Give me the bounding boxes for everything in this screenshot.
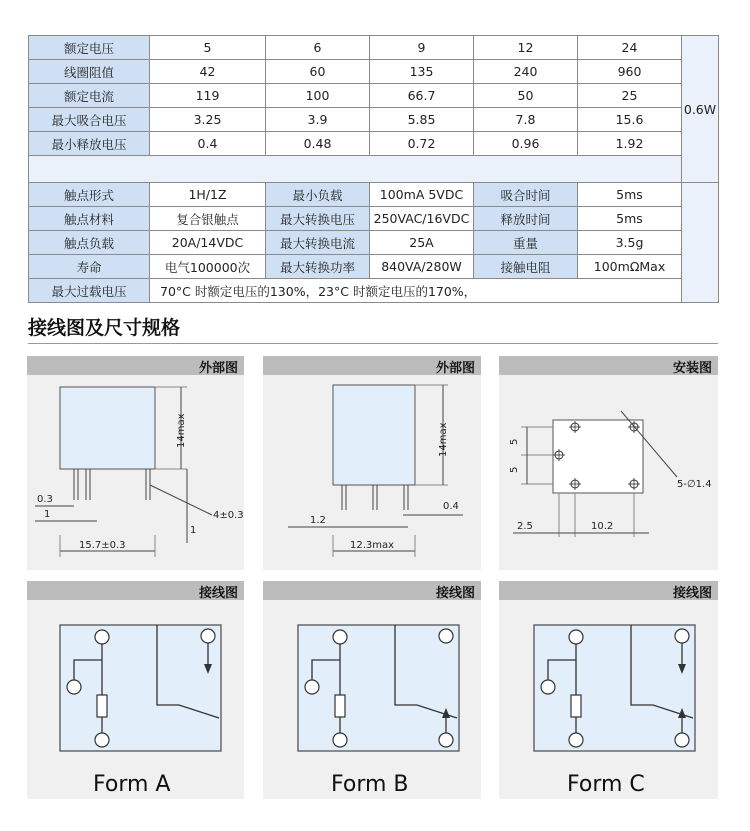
cell: 0.48 (266, 132, 370, 156)
row-label: 释放时间 (474, 207, 578, 231)
dim-pin-gap: 1 (44, 509, 51, 520)
cell: 50 (474, 84, 578, 108)
section-divider (28, 343, 718, 344)
cell: 1.92 (578, 132, 682, 156)
row-label: 线圈阻值 (29, 60, 150, 84)
wiring-panel-b (263, 581, 481, 799)
panel-title: 接线图 (435, 586, 475, 601)
table-row (29, 183, 719, 207)
cell: 电气100000次 (150, 255, 266, 279)
cell: 135 (370, 60, 474, 84)
outline-panel-front (27, 356, 244, 570)
cell: 119 (150, 84, 266, 108)
row-label: 最小释放电压 (29, 132, 150, 156)
outline-panel-side (263, 356, 481, 570)
outline-drawing-front (27, 375, 244, 570)
side-cell (682, 183, 719, 303)
dim-offset: 1 (190, 525, 197, 536)
table-row (29, 207, 719, 231)
row-label: 额定电流 (29, 84, 150, 108)
cell: 3.5g (578, 231, 682, 255)
form-label: Form C (567, 772, 645, 797)
panel-title: 外部图 (198, 361, 238, 376)
table-row (29, 132, 719, 156)
dim-pin-length: 4±0.3 (213, 510, 244, 521)
cell: 3.25 (150, 108, 266, 132)
dim-height: 14max (438, 422, 449, 457)
panel-title: 外部图 (435, 361, 475, 376)
dim-thickness: 0.4 (443, 501, 459, 512)
mounting-drawing (499, 375, 718, 570)
cell: 100mΩMax (578, 255, 682, 279)
mounting-panel (499, 356, 718, 570)
overload-note: 70°C 时额定电压的130%，23°C 时额定电压的170%， (150, 279, 682, 303)
dim-length: 15.7±0.3 (79, 540, 126, 551)
cell: 3.9 (266, 108, 370, 132)
cell: 15.6 (578, 108, 682, 132)
row-label: 最大转换电压 (266, 207, 370, 231)
cell: 25A (370, 231, 474, 255)
cell: 100mA 5VDC (370, 183, 474, 207)
cell: 840VA/280W (370, 255, 474, 279)
cell: 5.85 (370, 108, 474, 132)
dim-pin-width: 0.3 (37, 494, 53, 505)
row-label: 触点负载 (29, 231, 150, 255)
wiring-diagram-b (263, 600, 481, 799)
dim-pitch-a: 5 (509, 438, 520, 445)
cell: 960 (578, 60, 682, 84)
row-label: 最大转换电流 (266, 231, 370, 255)
row-label: 最大过载电压 (29, 279, 150, 303)
cell: 12 (474, 36, 578, 60)
cell: 24 (578, 36, 682, 60)
cell: 5 (150, 36, 266, 60)
table-row (29, 108, 719, 132)
wiring-panel-c (499, 581, 718, 799)
section-title: 接线图及尺寸规格 (28, 317, 181, 339)
wiring-diagram-c (499, 600, 718, 799)
form-label: Form B (331, 772, 409, 797)
row-label: 额定电压 (29, 36, 150, 60)
panel-title: 接线图 (198, 586, 238, 601)
cell: 100 (266, 84, 370, 108)
dim-pin: 1.2 (310, 515, 326, 526)
dim-pitch-b: 5 (509, 466, 520, 473)
spec-table (28, 35, 719, 303)
dim-height: 14max (176, 413, 187, 448)
cell: 42 (150, 60, 266, 84)
wiring-diagram-a (27, 600, 244, 799)
cell: 60 (266, 60, 370, 84)
form-label: Form A (93, 772, 171, 797)
row-label: 最小负载 (266, 183, 370, 207)
row-label: 寿命 (29, 255, 150, 279)
cell: 250VAC/16VDC (370, 207, 474, 231)
panel-title: 安装图 (672, 361, 712, 376)
spec-table-wrap (28, 35, 718, 303)
spacer-cell (29, 156, 682, 183)
row-label: 触点形式 (29, 183, 150, 207)
outline-drawing-side (263, 375, 481, 570)
cell: 0.96 (474, 132, 578, 156)
table-row (29, 255, 719, 279)
wiring-panel-a (27, 581, 244, 799)
cell: 20A/14VDC (150, 231, 266, 255)
cell: 6 (266, 36, 370, 60)
dim-offset: 2.5 (517, 521, 533, 532)
table-row (29, 36, 719, 60)
row-label: 触点材料 (29, 207, 150, 231)
cell: 1H/1Z (150, 183, 266, 207)
dim-holes: 5-∅1.4 (677, 479, 712, 490)
cell: 0.72 (370, 132, 474, 156)
row-label: 最大吸合电压 (29, 108, 150, 132)
cell: 7.8 (474, 108, 578, 132)
cell: 66.7 (370, 84, 474, 108)
row-label: 吸合时间 (474, 183, 578, 207)
row-label: 最大转换功率 (266, 255, 370, 279)
cell: 25 (578, 84, 682, 108)
cell: 5ms (578, 207, 682, 231)
table-row (29, 60, 719, 84)
row-label: 接触电阻 (474, 255, 578, 279)
spacer-row (29, 156, 719, 183)
power-cell: 0.6W (682, 36, 719, 183)
cell: 0.4 (150, 132, 266, 156)
cell: 9 (370, 36, 474, 60)
cell: 240 (474, 60, 578, 84)
cell: 复合银触点 (150, 207, 266, 231)
table-row (29, 231, 719, 255)
cell: 5ms (578, 183, 682, 207)
table-row (29, 279, 719, 303)
row-label: 重量 (474, 231, 578, 255)
dim-width: 12.3max (350, 540, 395, 551)
table-row (29, 84, 719, 108)
dim-span: 10.2 (591, 521, 614, 532)
panel-title: 接线图 (672, 586, 712, 601)
